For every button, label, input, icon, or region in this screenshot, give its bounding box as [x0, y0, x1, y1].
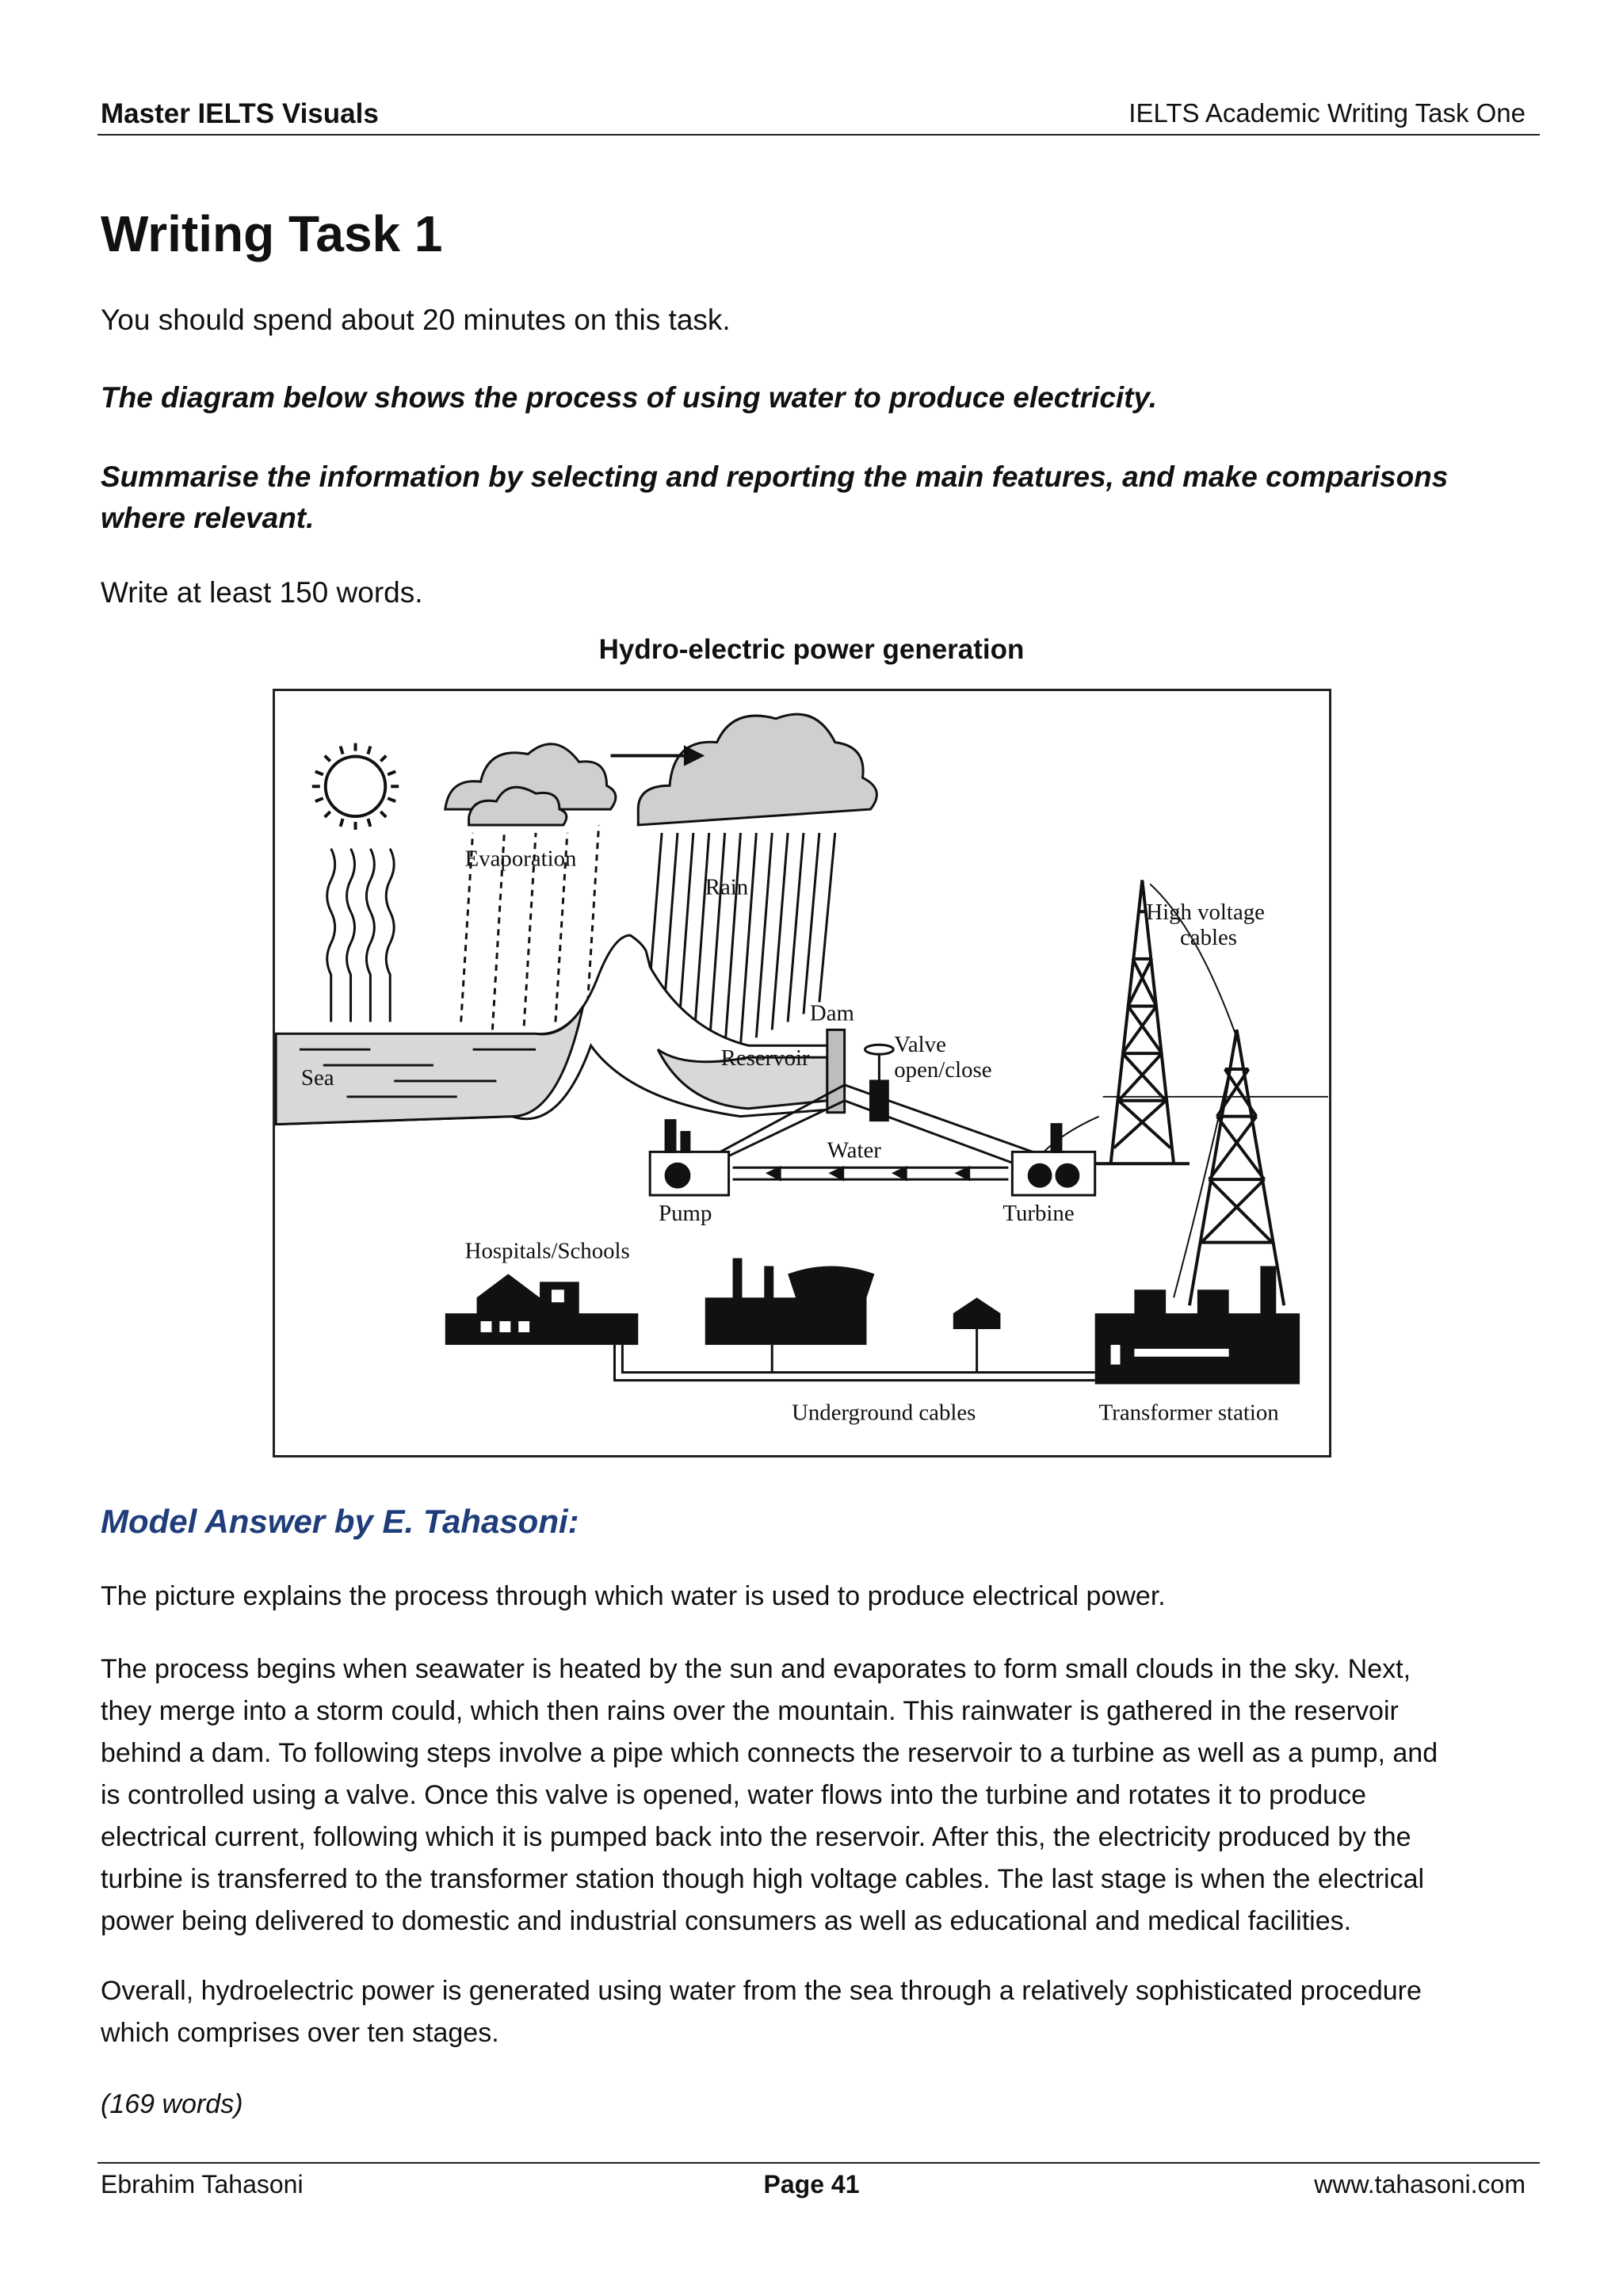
diagram-svg — [275, 691, 1329, 1455]
answer-line: power being delivered to domestic and industrial consumers as well as educational and medical facilities. — [101, 1906, 1352, 1936]
header-divider — [97, 134, 1540, 136]
answer-paragraph-1: The picture explains the process through which water is used to produce electrical power. — [101, 1581, 1166, 1611]
label-transformer-station: Transformer station — [1098, 1400, 1279, 1426]
label-sea: Sea — [300, 1064, 334, 1091]
answer-line: Overall, hydroelectric power is generated using water from the sea through a relatively sophisticated procedure — [101, 1976, 1422, 2006]
answer-line: is controlled using a valve. Once this valve is opened, water flows into the turbine and rotates it to produce — [101, 1780, 1367, 1810]
answer-line: behind a dam. To following steps involve a pipe which connects the reservoir to a turbine as well as a pump, and — [101, 1738, 1438, 1768]
answer-line: The process begins when seawater is heated by the sun and evaporates to form small clouds in the sky. Next, — [101, 1654, 1411, 1684]
label-reservoir: Reservoir — [720, 1045, 810, 1072]
diagram — [273, 689, 1331, 1457]
answer-line: turbine is transferred to the transformer station though high voltage cables. The last stage is when the electrical — [101, 1864, 1425, 1894]
footer-website: www.tahasoni.com — [1314, 2170, 1526, 2199]
task-prompt: The diagram below shows the process of using water to produce electricity. — [101, 381, 1157, 414]
header-book-title: Master IELTS Visuals — [101, 98, 379, 129]
answer-paragraph-2 — [101, 1648, 1527, 1943]
answer-word-total: (169 words) — [101, 2089, 243, 2119]
factory-icon — [705, 1259, 875, 1345]
small-clouds-icon — [445, 744, 616, 825]
footer-divider — [97, 2162, 1540, 2164]
label-water: Water — [827, 1137, 881, 1163]
footer-page-number: Page 41 — [763, 2170, 860, 2199]
label-pump: Pump — [659, 1200, 712, 1226]
label-rain: Rain — [705, 874, 749, 900]
label-hospitals-schools: Hospitals/Schools — [464, 1238, 630, 1264]
turbine-icon — [1012, 1125, 1094, 1195]
diagram-title: Hydro-electric power generation — [598, 634, 1025, 665]
answer-paragraph-3 — [101, 1970, 1527, 2054]
label-cables: cables — [1180, 925, 1238, 951]
heat-arrows — [327, 849, 394, 1022]
transformer-station-icon — [1095, 1266, 1300, 1384]
footer-author: Ebrahim Tahasoni — [101, 2170, 304, 2199]
answer-heading: Model Answer by E. Tahasoni: — [101, 1503, 579, 1540]
answer-line: electrical current, following which it is pumped back into the reservoir. After this, the electricity produced by the — [101, 1822, 1411, 1852]
task-time: You should spend about 20 minutes on this task. — [101, 304, 731, 336]
header-section-title: IELTS Academic Writing Task One — [1128, 98, 1526, 128]
label-dam: Dam — [809, 1000, 854, 1026]
water-return-arrows — [733, 1167, 1009, 1179]
answer-line: which comprises over ten stages. — [101, 2018, 499, 2048]
house-icon — [953, 1297, 1001, 1329]
answer-line: they merge into a storm could, which then rains over the mountain. This rainwater is gathered in the reservoir — [101, 1696, 1399, 1726]
pump-icon — [650, 1121, 728, 1195]
pylon-small-icon — [1190, 1030, 1284, 1305]
label-valve-open-close: open/close — [894, 1056, 992, 1083]
label-underground-cables: Underground cables — [792, 1400, 976, 1426]
task-word-count: Write at least 150 words. — [101, 576, 423, 609]
storm-cloud-icon — [638, 714, 876, 825]
label-evaporation: Evaporation — [464, 846, 577, 872]
cloud-movement-arrow — [611, 748, 701, 764]
dam-wall — [827, 1030, 845, 1112]
sun-icon — [312, 743, 399, 830]
label-turbine: Turbine — [1002, 1200, 1075, 1226]
label-valve: Valve — [894, 1032, 946, 1058]
task-title: Writing Task 1 — [101, 205, 443, 262]
task-instruction: Summarise the information by selecting and reporting the main features, and make comparisons where relevant. — [101, 460, 1449, 534]
hospital-school-icon — [445, 1274, 638, 1344]
label-high-voltage: High voltage — [1146, 900, 1265, 926]
